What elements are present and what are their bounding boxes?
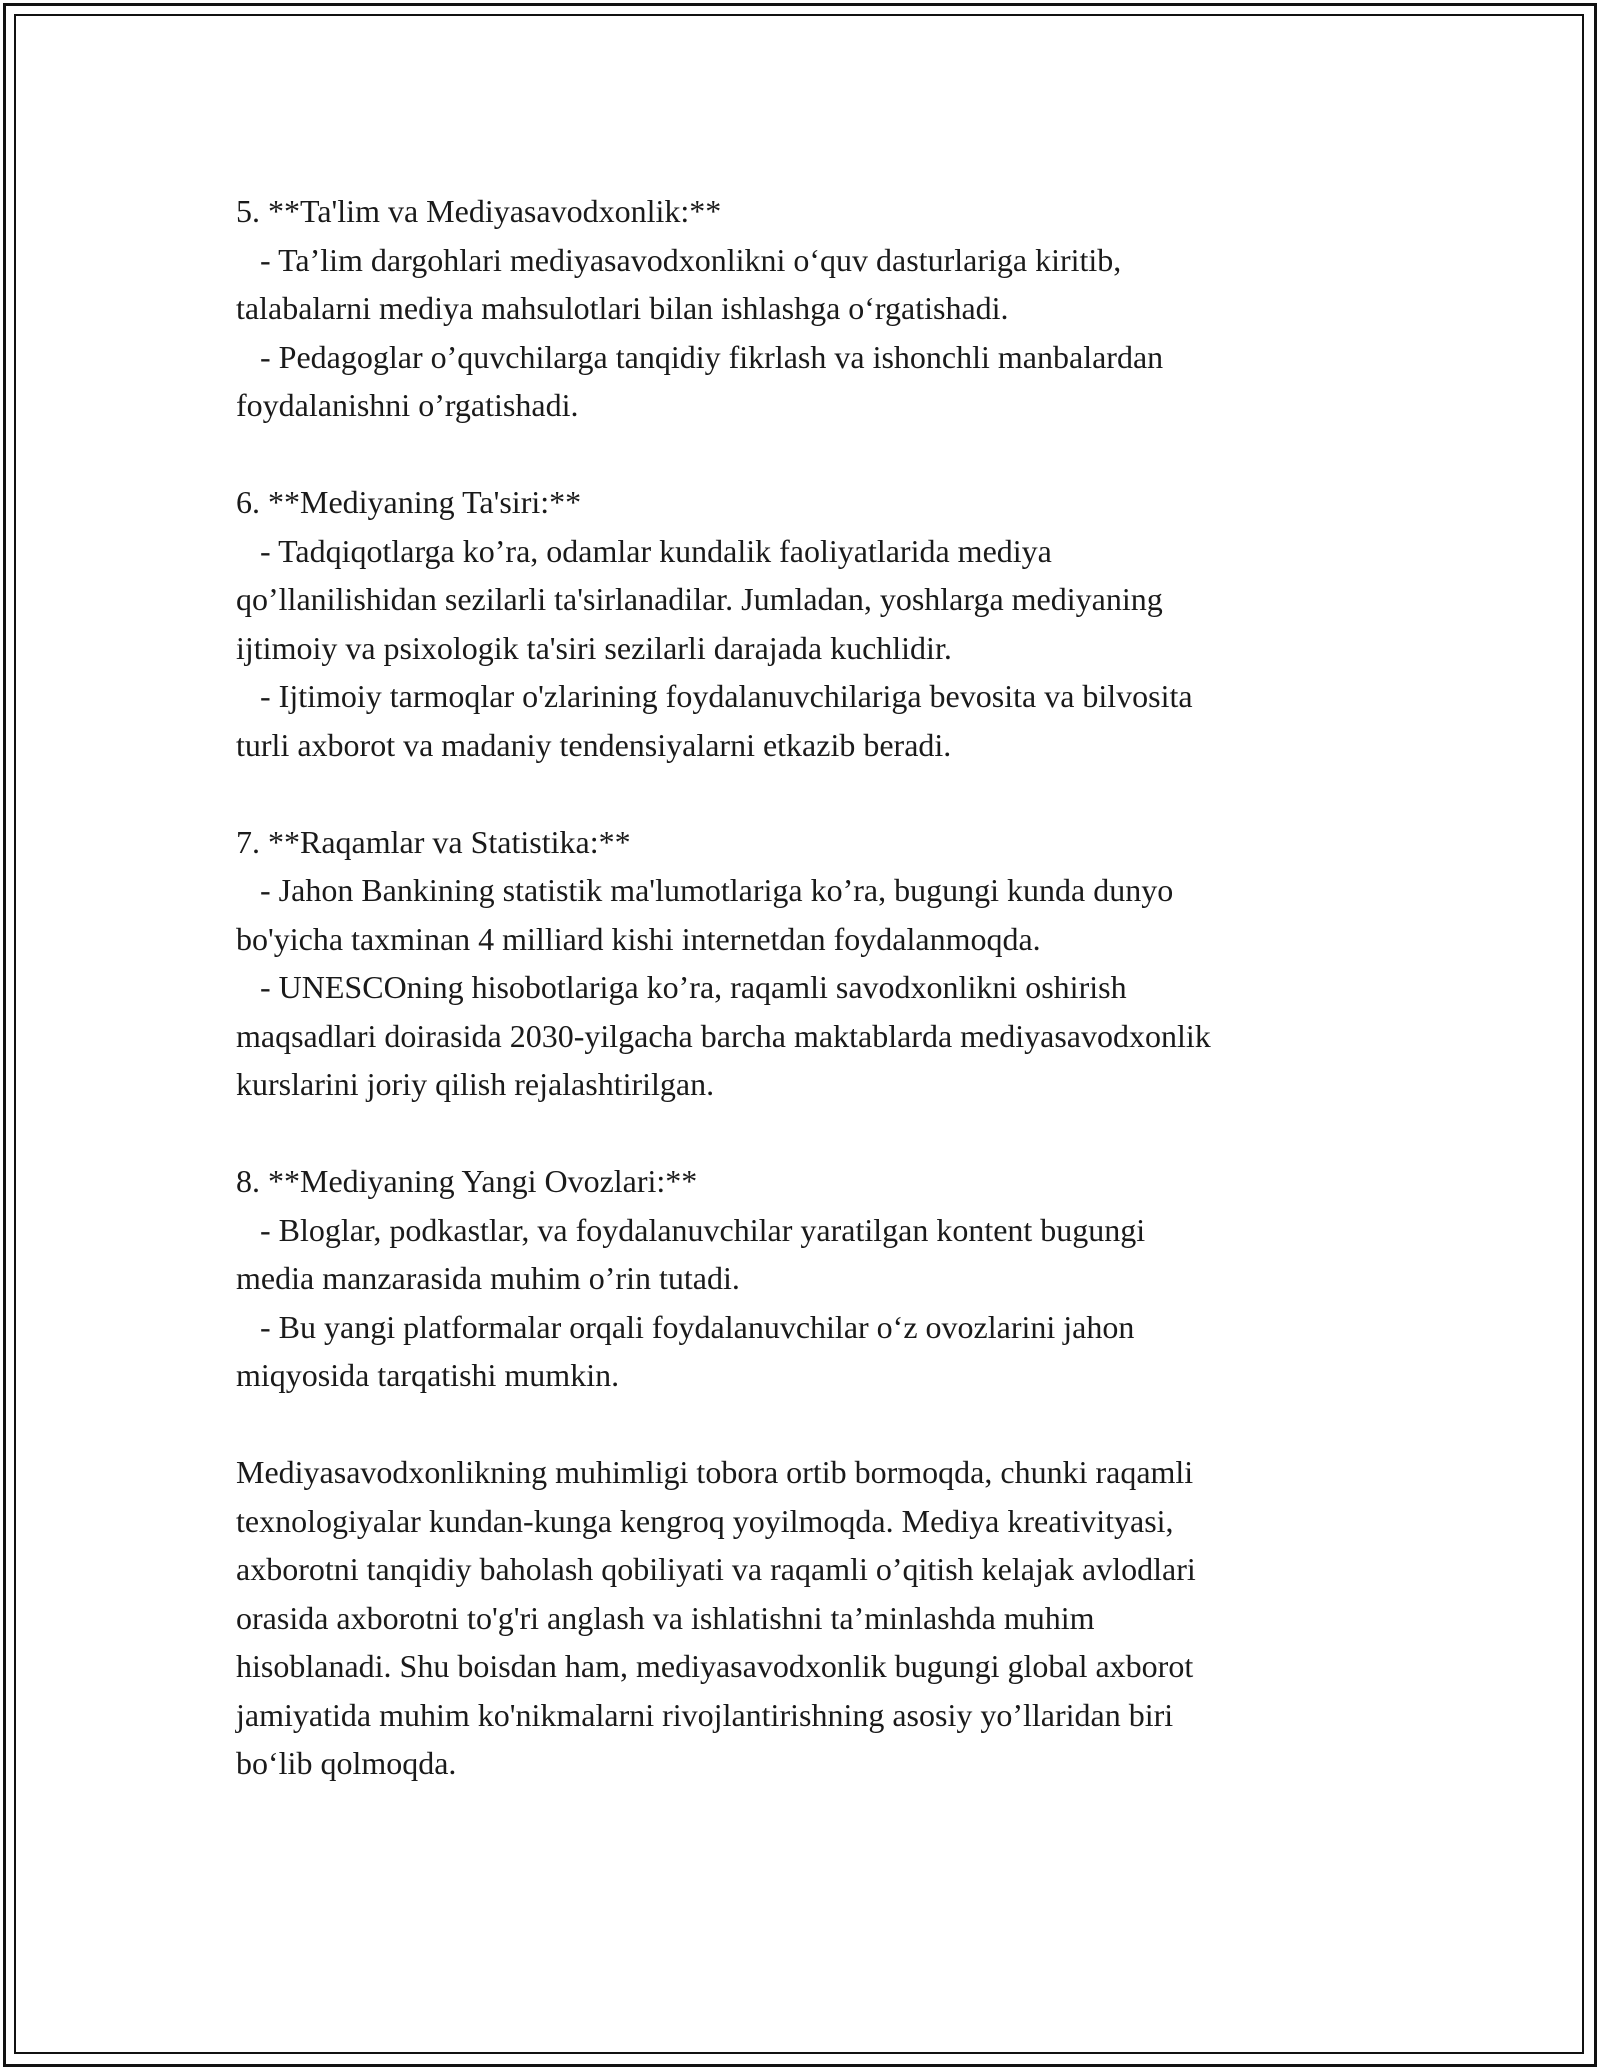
text-line: jamiyatida muhim ko'nikmalarni rivojlantirishning asosiy yo’llaridan biri bbox=[236, 1696, 1174, 1733]
paragraph-gap bbox=[236, 430, 1416, 479]
conclusion-paragraph bbox=[236, 1448, 1416, 1788]
text-line: - Bloglar, podkastlar, va foydalanuvchilar yaratilgan kontent bugungi bbox=[236, 1211, 1146, 1248]
text-line: - Ijtimoiy tarmoqlar o'zlarining foydalanuvchilariga bevosita va bilvosita bbox=[236, 678, 1193, 714]
text-line: hisoblanadi. Shu boisdan ham, mediyasavodxonlik bugungi global axborot bbox=[236, 1648, 1194, 1684]
document-body bbox=[236, 187, 1416, 1788]
text-line: qo’llanilishidan sezilarli ta'sirlanadilar. Jumladan, yoshlarga mediyaning bbox=[236, 581, 1163, 617]
text-line: - Jahon Bankining statistik ma'lumotlariga ko’ra, bugungi kunda dunyo bbox=[236, 872, 1174, 908]
text-line: - Tadqiqotlarga ko’ra, odamlar kundalik faoliyatlarida mediya bbox=[236, 532, 1052, 569]
text-line: kurslarini joriy qilish rejalashtirilgan. bbox=[236, 1066, 715, 1102]
text-line: miqyosida tarqatishi mumkin. bbox=[236, 1357, 620, 1393]
paragraph-gap bbox=[236, 769, 1416, 818]
section-heading: 7. **Raqamlar va Statistika:** bbox=[236, 823, 631, 860]
section-8 bbox=[236, 1157, 1416, 1400]
text-line: - Ta’lim dargohlari mediyasavodxonlikni o‘quv dasturlariga kiritib, bbox=[236, 241, 1122, 278]
text-line: orasida axborotni to'g'ri anglash va ishlatishni ta’minlashda muhim bbox=[236, 1599, 1095, 1636]
text-line: media manzarasida muhim o’rin tutadi. bbox=[236, 1260, 740, 1296]
paragraph-gap bbox=[236, 1400, 1416, 1449]
text-line: texnologiyalar kundan-kunga kengroq yoyilmoqda. Mediya kreativityasi, bbox=[236, 1502, 1174, 1539]
text-line: axborotni tanqidiy baholash qobiliyati va raqamli o’qitish kelajak avlodlari bbox=[236, 1551, 1196, 1587]
paragraph-gap bbox=[236, 1109, 1416, 1158]
section-6 bbox=[236, 478, 1416, 769]
text-line: bo'yicha taxminan 4 milliard kishi internetdan foydalanmoqda. bbox=[236, 920, 1041, 957]
text-line: - Bu yangi platformalar orqali foydalanuvchilar o‘z ovozlarini jahon bbox=[236, 1308, 1135, 1345]
section-7 bbox=[236, 818, 1416, 1109]
text-line: ijtimoiy va psixologik ta'siri sezilarli darajada kuchlidir. bbox=[236, 629, 952, 666]
text-line: bo‘lib qolmoqda. bbox=[236, 1745, 457, 1781]
text-line: Mediyasavodxonlikning muhimligi tobora ortib bormoqda, chunki raqamli bbox=[236, 1454, 1194, 1490]
text-line: - UNESCOning hisobotlariga ko’ra, raqamli savodxonlikni oshirish bbox=[236, 969, 1127, 1005]
text-line: maqsadlari doirasida 2030-yilgacha barcha maktablarda mediyasavodxonlik bbox=[236, 1017, 1211, 1054]
section-5 bbox=[236, 187, 1416, 430]
text-line: foydalanishni o’rgatishadi. bbox=[236, 387, 579, 423]
section-heading: 6. **Mediyaning Ta'siri:** bbox=[236, 484, 582, 520]
text-line: - Pedagoglar o’quvchilarga tanqidiy fikrlash va ishonchli manbalardan bbox=[236, 338, 1164, 375]
text-line: turli axborot va madaniy tendensiyalarni etkazib beradi. bbox=[236, 726, 952, 763]
section-heading: 8. **Mediyaning Yangi Ovozlari:** bbox=[236, 1163, 698, 1199]
text-line: talabalarni mediya mahsulotlari bilan ishlashga o‘rgatishadi. bbox=[236, 290, 1009, 326]
section-heading: 5. **Ta'lim va Mediyasavodxonlik:** bbox=[236, 193, 722, 229]
